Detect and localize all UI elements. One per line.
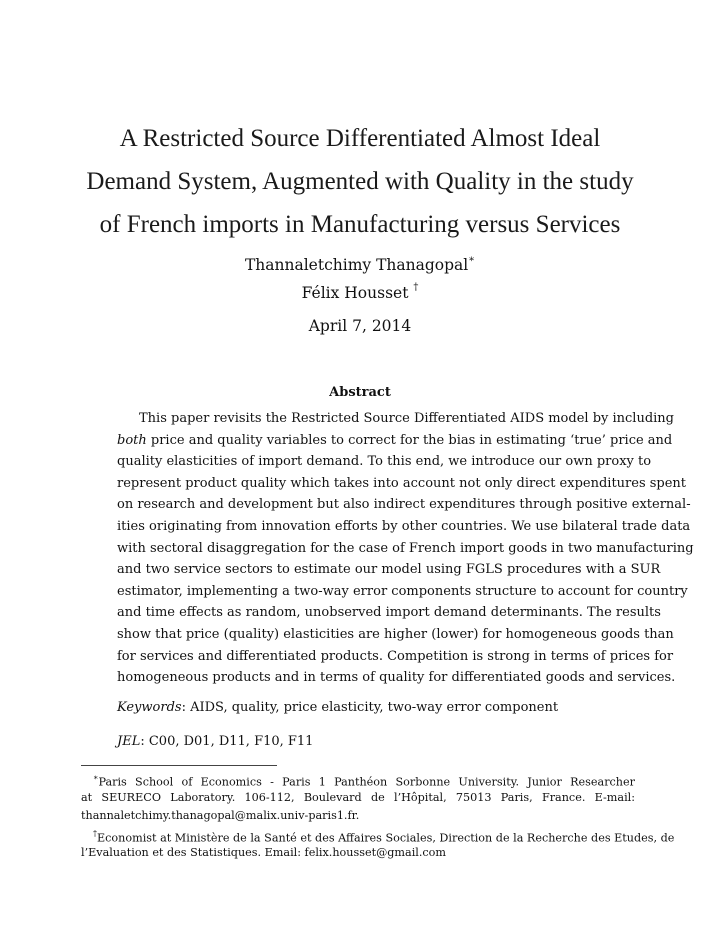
author-name: Thannaletchimy Thanagopal (244, 256, 469, 275)
keywords-text: : AIDS, quality, price elasticity, two-way error component (181, 700, 559, 715)
paper-date: April 7, 2014 (308, 317, 412, 335)
footnote-mark: † (413, 282, 419, 293)
jel-codes (117, 734, 313, 749)
abstract-body (117, 408, 694, 689)
author-name: Félix Housset (301, 284, 414, 303)
abstract-line: and two service sectors to estimate our model using FGLS procedures with a SUR (117, 562, 661, 578)
abstract-line: quality elasticities of import demand. To this end, we introduce our own proxy to (117, 454, 652, 470)
footnote-mark: † (93, 828, 97, 838)
abstract-line: and time effects as random, unobserved import demand determinants. The results (117, 605, 661, 621)
keywords (117, 700, 558, 715)
paper-title (60, 117, 660, 246)
footnote-line: thannaletchimy.thanagopal@malix.univ-paris1.fr. (81, 809, 360, 822)
abstract-line: on research and development but also indirect expenditures through positive external- (117, 497, 691, 513)
author-1 (0, 256, 720, 274)
footnote-line: at SEURECO Laboratory. 106-112, Boulevard de l’Hôpital, 75013 Paris, France. E-mail: (81, 790, 635, 804)
title-line: Demand System, Augmented with Quality in the study (86, 168, 634, 195)
abstract-line: homogeneous products and in terms of quality for differentiated goods and services. (117, 670, 676, 686)
footnote-line: †Economist at Ministère de la Santé et des Affaires Sociales, Direction de la Recherche des Etudes, de (93, 828, 675, 845)
abstract-line: ities originating from innovation efforts by other countries. We use bilateral trade data (117, 518, 691, 534)
footnote-line: l’Evaluation et des Statistiques. Email: felix.housset@gmail.com (81, 846, 447, 859)
abstract-line: show that price (quality) elasticities are higher (lower) for homogeneous goods than (117, 626, 674, 642)
jel-label: JEL (117, 734, 141, 749)
keywords-label: Keywords (117, 700, 182, 715)
abstract-line: This paper revisits the Restricted Source Differentiated AIDS model by including (139, 411, 675, 426)
abstract-line: estimator, implementing a two-way error components structure to account for country (117, 583, 688, 599)
abstract-line: both price and quality variables to correct for the bias in estimating ‘true’ price and (117, 432, 673, 448)
footnote-mark: ∗ (93, 773, 99, 782)
emphasis: both (117, 432, 147, 448)
jel-text: : C00, D01, D11, F10, F11 (140, 734, 314, 749)
title-line: A Restricted Source Differentiated Almost Ideal (119, 125, 601, 152)
footnotes (81, 770, 675, 863)
title-line: of French imports in Manufacturing versus Services (99, 211, 621, 238)
footnote-line: ∗Paris School of Economics - Paris 1 Panthéon Sorbonne University. Junior Researcher (93, 773, 635, 789)
abstract-line: represent product quality which takes into account not only direct expenditures spent (117, 475, 687, 491)
author-2 (0, 284, 720, 302)
abstract-line: with sectoral disaggregation for the case of French import goods in two manufacturing (117, 540, 694, 556)
footnote-mark: ∗ (468, 254, 476, 265)
abstract-line: for services and differentiated products. Competition is strong in terms of prices for (117, 648, 674, 664)
footnote-rule (81, 765, 277, 766)
abstract-heading: Abstract (329, 385, 391, 400)
